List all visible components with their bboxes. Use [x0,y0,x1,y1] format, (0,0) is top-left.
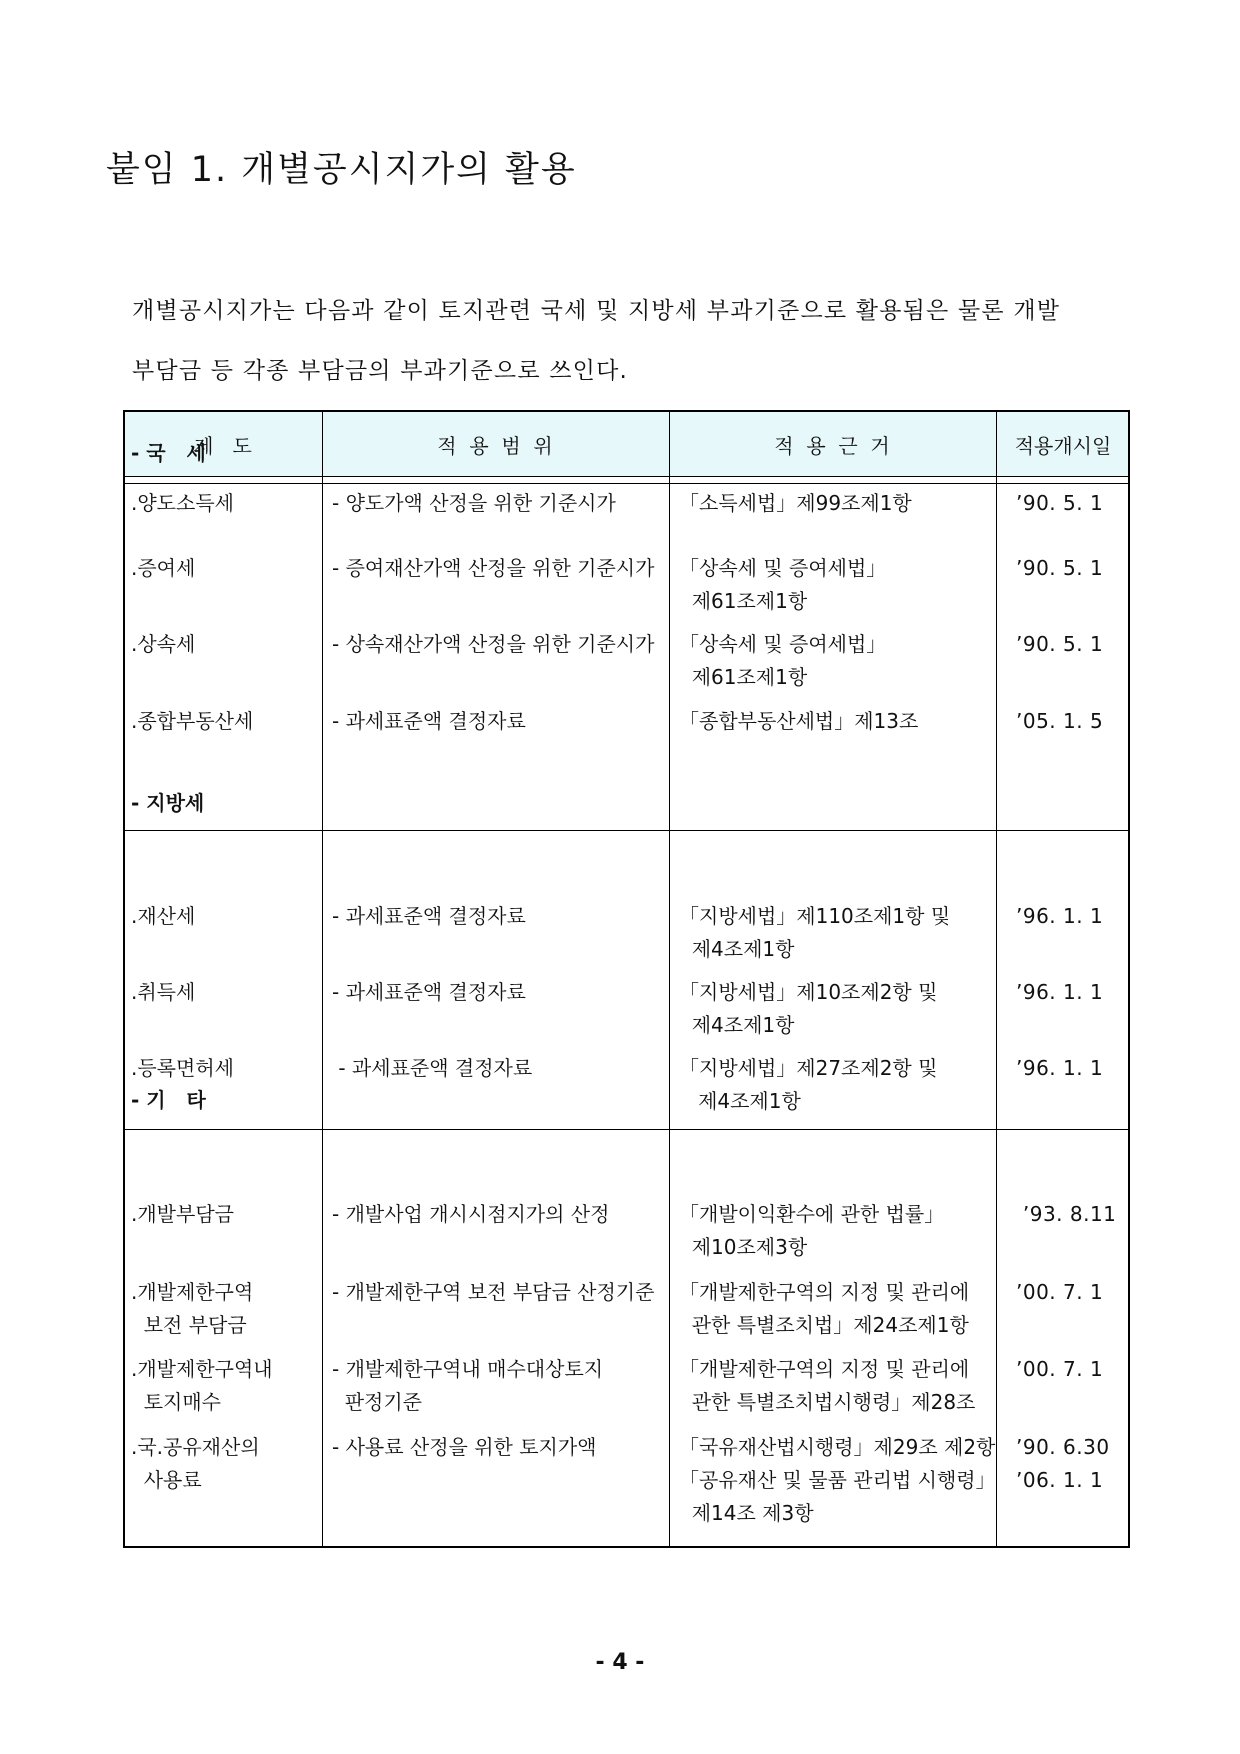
table-cell-scope [332,976,526,1009]
table-cell-system [131,1276,253,1342]
table-cell-basis [679,552,886,618]
table-cell-basis [679,705,918,738]
table-cell-basis [679,1431,996,1530]
table-cell-date [1016,628,1103,661]
table-cell-basis [679,1276,969,1342]
cell-line: ’05. 1. 5 [1016,709,1104,733]
column-divider [322,412,323,1546]
table-cell-system [131,1052,234,1085]
cell-line: .종합부동산세 [131,709,254,733]
table-cell-scope [332,1198,609,1231]
table-cell-system [131,1198,234,1231]
table-cell-system [131,900,195,933]
cell-line: .취득세 [131,980,196,1004]
cell-line: 제4조제1항 [679,1089,801,1113]
cell-line: ’00. 7. 1 [1016,1280,1104,1304]
table-cell-basis [679,1198,944,1264]
cell-line: 「상속세 및 증여세법」 [679,632,887,656]
table-cell-date [1016,552,1103,585]
cell-line: 제14조 제3항 [679,1501,814,1525]
cell-line: ’96. 1. 1 [1016,980,1104,1004]
cell-line: .재산세 [131,904,196,928]
cell-line: ’00. 7. 1 [1016,1357,1104,1381]
land-price-usage-table [123,410,1130,1548]
table-cell-basis [679,628,886,694]
cell-line: 제61조제1항 [679,665,808,689]
row-divider [125,476,1128,477]
group-label: - 기 타 [131,1088,206,1112]
cell-line: ’06. 1. 1 [1016,1468,1104,1492]
group-label: - 지방세 [131,791,205,815]
document-title: 붙임 1. 개별공시지가의 활용 [106,150,577,190]
cell-line: ’90. 5. 1 [1016,491,1104,515]
cell-line: ’90. 6.30 [1016,1435,1110,1459]
table-cell-scope [332,1276,654,1309]
cell-line: ’90. 5. 1 [1016,556,1104,580]
table-cell-date [1016,1198,1116,1231]
group-label: - 국 세 [131,441,206,465]
cell-line: .국.공유재산의 [131,1435,260,1459]
table-header-cell: 적 용 근 거 [774,433,890,458]
table-cell-system [131,705,253,738]
cell-line: - 과세표준액 결정자료 [332,1056,533,1080]
cell-line: 「지방세법」제10조제2항 및 [679,980,938,1004]
row-divider [125,483,1128,484]
table-cell-basis [679,900,950,966]
table-cell-date [1016,705,1103,738]
column-divider [669,412,670,1546]
cell-line: .등록면허세 [131,1056,234,1080]
cell-line: ’96. 1. 1 [1016,1056,1104,1080]
cell-line: .개발제한구역 [131,1280,254,1304]
cell-line: 제61조제1항 [679,589,808,613]
cell-line: - 사용료 산정을 위한 토지가액 [332,1435,597,1459]
cell-line: 판정기준 [332,1390,422,1414]
table-cell-date [1016,900,1103,933]
column-divider [996,412,997,1546]
table-cell-basis [679,1353,975,1419]
intro-line-1: 개별공시지가는 다음과 같이 토지관련 국세 및 지방세 부과기준으로 활용됨은 물론 개발 [132,298,1061,324]
table-cell-date [1016,1052,1103,1085]
cell-line: ’93. 8.11 [1016,1202,1117,1226]
table-cell-basis [679,1052,937,1118]
table-cell-scope [332,1353,603,1419]
table-header-cell: 적 용 범 위 [437,433,553,458]
cell-line: 제4조제1항 [679,937,795,961]
cell-line: - 과세표준액 결정자료 [332,904,526,928]
table-cell-date [1016,1276,1103,1309]
cell-line: - 양도가액 산정을 위한 기준시가 [332,491,616,515]
cell-line: .양도소득세 [131,491,234,515]
cell-line: 「지방세법」제27조제2항 및 [679,1056,938,1080]
table-cell-basis [679,487,912,520]
cell-line: 「상속세 및 증여세법」 [679,556,887,580]
table-cell-system [131,1431,260,1497]
table-cell-system [131,552,195,585]
cell-line: 「지방세법」제110조제1항 및 [679,904,951,928]
table-cell-date [1016,487,1103,520]
table-header-cell: 제 도 [194,433,252,458]
table-cell-scope [332,552,654,585]
cell-line: .개발부담금 [131,1202,234,1226]
cell-line: - 과세표준액 결정자료 [332,709,526,733]
cell-line: 「개발이익환수에 관한 법률」 [679,1202,945,1226]
cell-line: - 개발사업 개시시점지가의 산정 [332,1202,610,1226]
cell-line: - 과세표준액 결정자료 [332,980,526,1004]
cell-line: 「공유재산 및 물품 관리법 시행령」 [679,1468,996,1492]
table-cell-scope [332,1052,532,1085]
table-cell-scope [332,628,654,661]
cell-line: - 개발제한구역 보전 부담금 산정기준 [332,1280,655,1304]
page-number: - 4 - [595,1650,645,1675]
cell-line: - 증여재산가액 산정을 위한 기준시가 [332,556,655,580]
table-cell-date [1016,976,1103,1009]
table-cell-system [131,487,234,520]
cell-line: 관한 특별조치법」제24조제1항 [679,1313,969,1337]
cell-line: 「개발제한구역의 지정 및 관리에 [679,1357,970,1381]
cell-line: - 상속재산가액 산정을 위한 기준시가 [332,632,655,656]
table-cell-system [131,628,195,661]
cell-line: 토지매수 [131,1390,221,1414]
table-cell-basis [679,976,937,1042]
cell-line: .개발제한구역내 [131,1357,273,1381]
table-cell-scope [332,487,616,520]
row-divider [125,830,1128,831]
cell-line: 관한 특별조치법시행령」제28조 [679,1390,976,1414]
cell-line: ’96. 1. 1 [1016,904,1104,928]
cell-line: - 개발제한구역내 매수대상토지 [332,1357,604,1381]
table-header-cell: 적용개시일 [1014,433,1112,458]
row-divider [125,1129,1128,1130]
table-cell-system [131,976,195,1009]
cell-line: ’90. 5. 1 [1016,632,1104,656]
cell-line: 사용료 [131,1468,202,1492]
table-cell-scope [332,1431,597,1464]
cell-line: 「소득세법」제99조제1항 [679,491,912,515]
table-cell-scope [332,705,526,738]
cell-line: 「개발제한구역의 지정 및 관리에 [679,1280,970,1304]
cell-line: 제10조제3항 [679,1235,808,1259]
cell-line: 「종합부동산세법」제13조 [679,709,919,733]
cell-line: .상속세 [131,632,196,656]
cell-line: .증여세 [131,556,196,580]
table-cell-scope [332,900,526,933]
table-cell-date [1016,1431,1110,1497]
cell-line: 보전 부담금 [131,1313,247,1337]
cell-line: 「국유재산법시행령」제29조 제2항 [679,1435,996,1459]
cell-line: 제4조제1항 [679,1013,795,1037]
table-cell-system [131,1353,273,1419]
intro-line-2: 부담금 등 각종 부담금의 부과기준으로 쓰인다. [132,358,629,384]
table-cell-date [1016,1353,1103,1386]
